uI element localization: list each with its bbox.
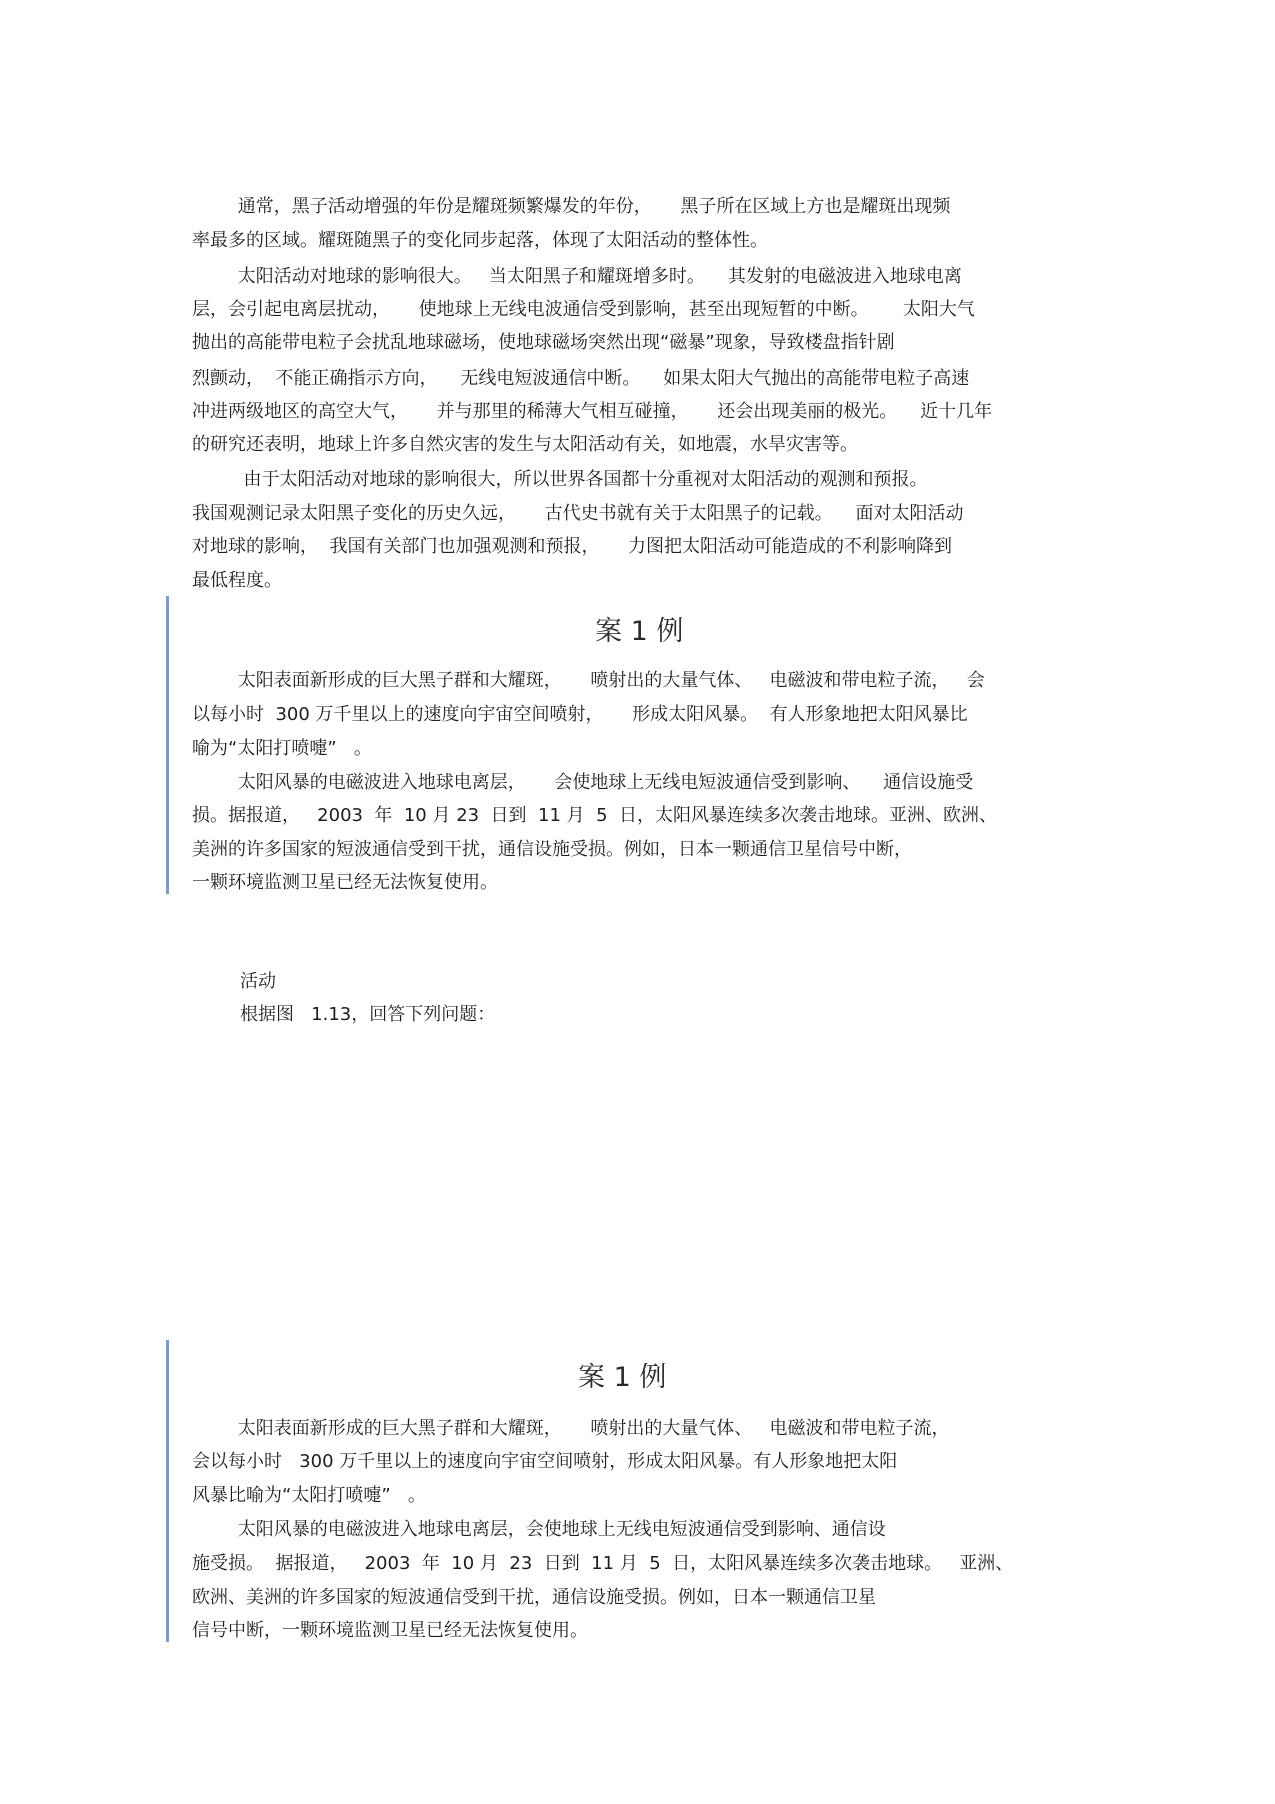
paragraph-line: 冲进两级地区的高空大气， 并与那里的稀薄大气相互碰撞， 还会出现美丽的极光。 近十几年 — [192, 401, 993, 422]
paragraph-line: 太阳风暴的电磁波进入地球电离层，会使地球上无线电短波通信受到影响、通信设 — [192, 1519, 886, 1540]
paragraph-line: 太阳风暴的电磁波进入地球电离层， 会使地球上无线电短波通信受到影响、 通信设施受 — [192, 772, 974, 793]
paragraph-line: 抛出的高能带电粒子会扰乱地球磁场，使地球磁场突然出现“磁暴”现象，导致楼盘指针剧 — [192, 332, 895, 353]
paragraph-line: 由于太阳活动对地球的影响很大，所以世界各国都十分重视对太阳活动的观测和预报。 — [192, 469, 928, 490]
paragraph-line: 率最多的区域。耀斑随黑子的变化同步起落，体现了太阳活动的整体性。 — [192, 230, 768, 251]
paragraph-line: 损。据报道， 2003 年 10 月 23 日到 11 月 5 日，太阳风暴连续多次袭击地球。亚洲、欧洲、 — [192, 805, 997, 826]
paragraph-line: 对地球的影响， 我国有关部门也加强观测和预报， 力图把太阳活动可能造成的不利影响降到 — [192, 536, 953, 557]
paragraph-line: 欧洲、美洲的许多国家的短波通信受到干扰，通信设施受损。例如，日本一颗通信卫星 — [192, 1587, 876, 1608]
case-title: 案 1 例 — [578, 1362, 667, 1393]
paragraph-line: 施受损。 据报道， 2003 年 10 月 23 日到 11 月 5 日，太阳风暴连续多次袭击地球。 亚洲、 — [192, 1553, 1014, 1574]
paragraph-line: 最低程度。 — [192, 570, 282, 591]
case-title: 案 1 例 — [595, 616, 684, 647]
paragraph-line: 信号中断，一颗环境监测卫星已经无法恢复使用。 — [192, 1620, 588, 1641]
paragraph-line: 层，会引起电离层扰动， 使地球上无线电波通信受到影响，甚至出现短暂的中断。 太阳大气 — [192, 299, 975, 320]
paragraph-line: 烈颤动， 不能正确指示方向， 无线电短波通信中断。 如果太阳大气抛出的高能带电粒子高速 — [192, 368, 970, 389]
paragraph-line: 会以每小时 300 万千里以上的速度向宇宙空间喷射，形成太阳风暴。有人形象地把太阳 — [192, 1451, 898, 1472]
paragraph-line: 我国观测记录太阳黑子变化的历史久远， 古代史书就有关于太阳黑子的记载。 面对太阳活动 — [192, 503, 964, 524]
paragraph-line: 美洲的许多国家的短波通信受到干扰，通信设施受损。例如，日本一颗通信卫星信号中断， — [192, 839, 912, 860]
paragraph-line: 的研究还表明，地球上许多自然灾害的发生与太阳活动有关，如地震，水旱灾害等。 — [192, 434, 858, 455]
paragraph-line: 一颗环境监测卫星已经无法恢复使用。 — [192, 872, 498, 893]
paragraph-line: 以每小时 300 万千里以上的速度向宇宙空间喷射， 形成太阳风暴。 有人形象地把太阳风暴比 — [192, 704, 968, 725]
paragraph-line: 太阳表面新形成的巨大黑子群和大耀斑， 喷射出的大量气体、 电磁波和带电粒子流， 会 — [192, 670, 985, 691]
activity-label: 活动 — [240, 971, 276, 992]
case-left-bar — [166, 1340, 169, 1642]
paragraph-line: 喻为“太阳打喷嚏” 。 — [192, 738, 372, 759]
case-left-bar — [166, 596, 169, 894]
activity-question: 根据图 1.13，回答下列问题： — [240, 1004, 496, 1025]
paragraph-line: 风暴比喻为“太阳打喷嚏” 。 — [192, 1485, 426, 1506]
paragraph-line: 太阳表面新形成的巨大黑子群和大耀斑， 喷射出的大量气体、 电磁波和带电粒子流， — [192, 1418, 950, 1439]
paragraph-line: 太阳活动对地球的影响很大。 当太阳黑子和耀斑增多时。 其发射的电磁波进入地球电离 — [192, 266, 962, 287]
paragraph-line: 通常，黑子活动增强的年份是耀斑频繁爆发的年份， 黑子所在区域上方也是耀斑出现频 — [192, 196, 951, 217]
